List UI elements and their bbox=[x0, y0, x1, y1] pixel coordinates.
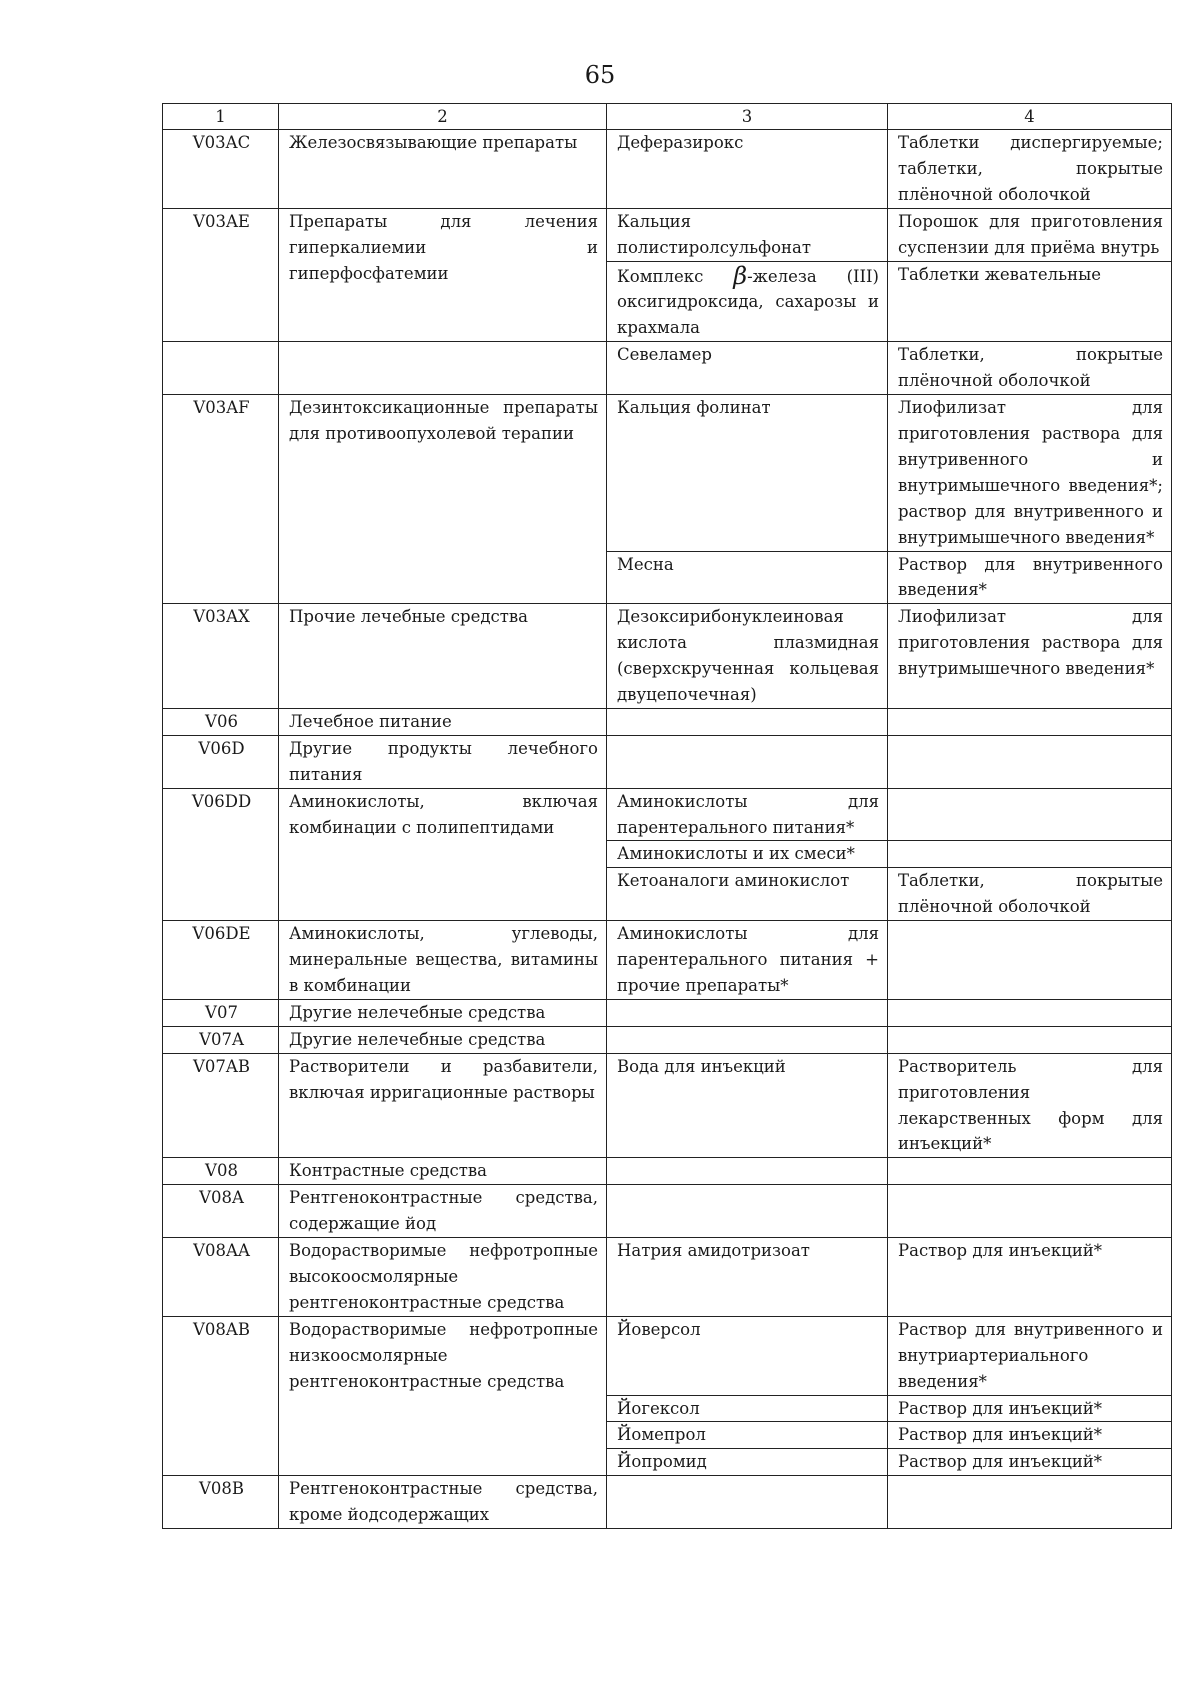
table-row bbox=[163, 604, 1172, 709]
drug-name: Йомепрол bbox=[607, 1422, 888, 1449]
drug-name: Деферазирокс bbox=[607, 130, 888, 209]
table-row bbox=[163, 395, 1172, 551]
group-name: Другие нелечебные средства bbox=[279, 999, 607, 1026]
drug-name-part: -железа (III) оксигидроксида, сахарозы и крахмала bbox=[617, 266, 879, 338]
dosage-form: Лиофилизат для приготовления раствора для внутримышечного введения* bbox=[888, 604, 1172, 709]
column-header: 4 bbox=[888, 104, 1172, 130]
drug-name: Натрия амидотризоат bbox=[607, 1238, 888, 1317]
atc-code: V06D bbox=[163, 735, 279, 788]
dosage-form bbox=[888, 921, 1172, 1000]
dosage-form: Таблетки, покрытые плёночной оболочкой bbox=[888, 342, 1172, 395]
drug-name bbox=[607, 1185, 888, 1238]
group-name: Препараты для лечения гиперкалиемии и гиперфосфатемии bbox=[279, 208, 607, 342]
column-header: 1 bbox=[163, 104, 279, 130]
drug-name bbox=[607, 999, 888, 1026]
drug-name bbox=[607, 1476, 888, 1529]
group-name: Водорастворимые нефротропные высокоосмолярные рентгеноконтрастные средства bbox=[279, 1238, 607, 1317]
table-row bbox=[163, 735, 1172, 788]
group-name: Рентгеноконтрастные средства, содержащие йод bbox=[279, 1185, 607, 1238]
dosage-form bbox=[888, 1158, 1172, 1185]
table-row bbox=[163, 1053, 1172, 1158]
dosage-form: Лиофилизат для приготовления раствора для внутривенного и внутримышечного введения*; раствор для внутривенного и внутримышечного введения* bbox=[888, 395, 1172, 551]
dosage-form: Порошок для приготовления суспензии для приёма внутрь bbox=[888, 208, 1172, 261]
atc-code: V08AA bbox=[163, 1238, 279, 1317]
drug-name bbox=[607, 1026, 888, 1053]
dosage-form: Таблетки, покрытые плёночной оболочкой bbox=[888, 868, 1172, 921]
column-header: 2 bbox=[279, 104, 607, 130]
atc-code: V07 bbox=[163, 999, 279, 1026]
atc-code: V07A bbox=[163, 1026, 279, 1053]
drug-name bbox=[607, 261, 888, 342]
dosage-form bbox=[888, 788, 1172, 841]
table-row bbox=[163, 342, 1172, 395]
drug-name: Дезоксирибонуклеиновая кислота плазмидная (сверхскрученная кольцевая двуцепочечная) bbox=[607, 604, 888, 709]
table-row bbox=[163, 130, 1172, 209]
atc-code: V06 bbox=[163, 708, 279, 735]
dosage-form: Раствор для внутривенного введения* bbox=[888, 551, 1172, 604]
table-row bbox=[163, 708, 1172, 735]
group-name: Железосвязывающие препараты bbox=[279, 130, 607, 209]
atc-code: V06DD bbox=[163, 788, 279, 921]
drug-name: Аминокислоты и их смеси* bbox=[607, 841, 888, 868]
drug-name: Месна bbox=[607, 551, 888, 604]
group-name: Аминокислоты, углеводы, минеральные вещества, витамины в комбинации bbox=[279, 921, 607, 1000]
drug-name: Йопромид bbox=[607, 1449, 888, 1476]
dosage-form bbox=[888, 999, 1172, 1026]
dosage-form: Раствор для инъекций* bbox=[888, 1238, 1172, 1317]
dosage-form: Растворитель для приготовления лекарственных форм для инъекций* bbox=[888, 1053, 1172, 1158]
table-row bbox=[163, 1476, 1172, 1529]
dosage-form: Таблетки жевательные bbox=[888, 261, 1172, 342]
dosage-form bbox=[888, 841, 1172, 868]
dosage-form: Раствор для внутривенного и внутриартериального введения* bbox=[888, 1316, 1172, 1395]
group-name: Контрастные средства bbox=[279, 1158, 607, 1185]
drug-name bbox=[607, 708, 888, 735]
dosage-form: Раствор для инъекций* bbox=[888, 1422, 1172, 1449]
group-name: Аминокислоты, включая комбинации с полипептидами bbox=[279, 788, 607, 921]
atc-code: V03AE bbox=[163, 208, 279, 342]
table-row bbox=[163, 1026, 1172, 1053]
atc-code: V08A bbox=[163, 1185, 279, 1238]
atc-code: V03AF bbox=[163, 395, 279, 604]
dosage-form bbox=[888, 1185, 1172, 1238]
atc-code: V06DE bbox=[163, 921, 279, 1000]
atc-code: V07AB bbox=[163, 1053, 279, 1158]
beta-symbol: β bbox=[733, 261, 748, 290]
drug-name: Йогексол bbox=[607, 1395, 888, 1422]
atc-code: V03AX bbox=[163, 604, 279, 709]
table-row bbox=[163, 1238, 1172, 1317]
dosage-form: Раствор для инъекций* bbox=[888, 1449, 1172, 1476]
table-row bbox=[163, 1316, 1172, 1395]
drug-table bbox=[162, 103, 1172, 1529]
group-name: Дезинтоксикационные препараты для противоопухолевой терапии bbox=[279, 395, 607, 604]
drug-name bbox=[607, 1158, 888, 1185]
drug-name bbox=[607, 735, 888, 788]
drug-name: Кальция полистиролсульфонат bbox=[607, 208, 888, 261]
group-name: Растворители и разбавители, включая ирригационные растворы bbox=[279, 1053, 607, 1158]
drug-name: Аминокислоты для парентерального питания* bbox=[607, 788, 888, 841]
dosage-form bbox=[888, 708, 1172, 735]
table-row bbox=[163, 999, 1172, 1026]
dosage-form bbox=[888, 1476, 1172, 1529]
group-name: Другие продукты лечебного питания bbox=[279, 735, 607, 788]
atc-code bbox=[163, 342, 279, 395]
table-row bbox=[163, 788, 1172, 841]
group-name bbox=[279, 342, 607, 395]
atc-code: V08 bbox=[163, 1158, 279, 1185]
group-name: Другие нелечебные средства bbox=[279, 1026, 607, 1053]
dosage-form bbox=[888, 1026, 1172, 1053]
table-row bbox=[163, 208, 1172, 261]
dosage-form: Таблетки диспергируемые; таблетки, покрытые плёночной оболочкой bbox=[888, 130, 1172, 209]
group-name: Лечебное питание bbox=[279, 708, 607, 735]
group-name: Водорастворимые нефротропные низкоосмолярные рентгеноконтрастные средства bbox=[279, 1316, 607, 1475]
group-name: Прочие лечебные средства bbox=[279, 604, 607, 709]
dosage-form bbox=[888, 735, 1172, 788]
drug-name: Аминокислоты для парентерального питания + прочие препараты* bbox=[607, 921, 888, 1000]
drug-name: Йоверсол bbox=[607, 1316, 888, 1395]
drug-name-part: Комплекс bbox=[617, 266, 704, 286]
atc-code: V08AB bbox=[163, 1316, 279, 1475]
table-row bbox=[163, 1185, 1172, 1238]
atc-code: V03AC bbox=[163, 130, 279, 209]
table-row bbox=[163, 1158, 1172, 1185]
drug-name: Кальция фолинат bbox=[607, 395, 888, 551]
drug-name: Вода для инъекций bbox=[607, 1053, 888, 1158]
atc-code: V08B bbox=[163, 1476, 279, 1529]
dosage-form: Раствор для инъекций* bbox=[888, 1395, 1172, 1422]
column-header: 3 bbox=[607, 104, 888, 130]
page-number: 65 bbox=[584, 61, 616, 89]
drug-name: Севеламер bbox=[607, 342, 888, 395]
drug-name: Кетоаналоги аминокислот bbox=[607, 868, 888, 921]
table-row bbox=[163, 921, 1172, 1000]
header-row bbox=[163, 104, 1172, 130]
group-name: Рентгеноконтрастные средства, кроме йодсодержащих bbox=[279, 1476, 607, 1529]
